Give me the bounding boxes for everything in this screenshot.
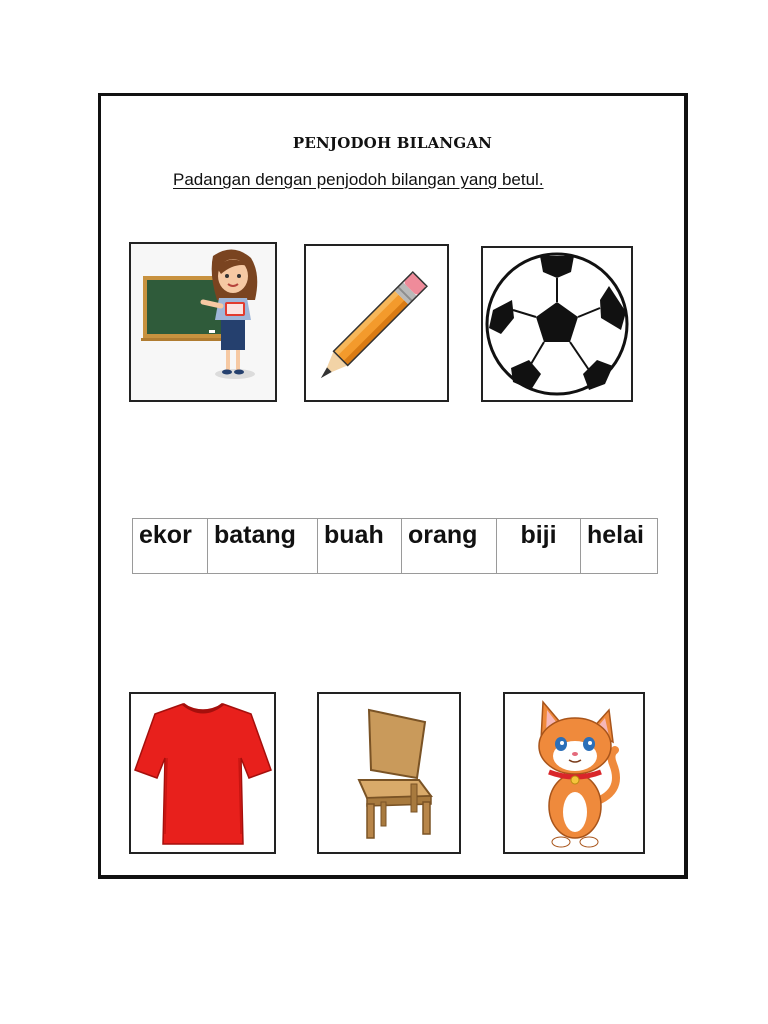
picture-teacher xyxy=(129,242,277,402)
word-buah: buah xyxy=(318,519,402,574)
pencil-icon xyxy=(306,246,447,400)
picture-chair xyxy=(317,692,461,854)
word-helai: helai xyxy=(581,519,658,574)
worksheet-title: PENJODOH BILANGAN xyxy=(292,134,493,152)
picture-tshirt xyxy=(129,692,276,854)
worksheet-instruction: Padangan dengan penjodoh bilangan yang betul. xyxy=(173,170,544,189)
picture-cat xyxy=(503,692,645,854)
word-ekor: ekor xyxy=(133,519,208,574)
word-batang: batang xyxy=(208,519,318,574)
cat-icon xyxy=(505,694,643,852)
teacher-icon xyxy=(131,244,275,400)
word-biji: biji xyxy=(497,519,581,574)
picture-pencil xyxy=(304,244,449,402)
soccer-ball-icon xyxy=(483,248,631,400)
tshirt-icon xyxy=(131,694,274,852)
worksheet-frame xyxy=(98,93,688,879)
picture-soccer-ball xyxy=(481,246,633,402)
word-bank xyxy=(132,518,658,574)
chair-icon xyxy=(319,694,459,852)
word-orang: orang xyxy=(402,519,497,574)
